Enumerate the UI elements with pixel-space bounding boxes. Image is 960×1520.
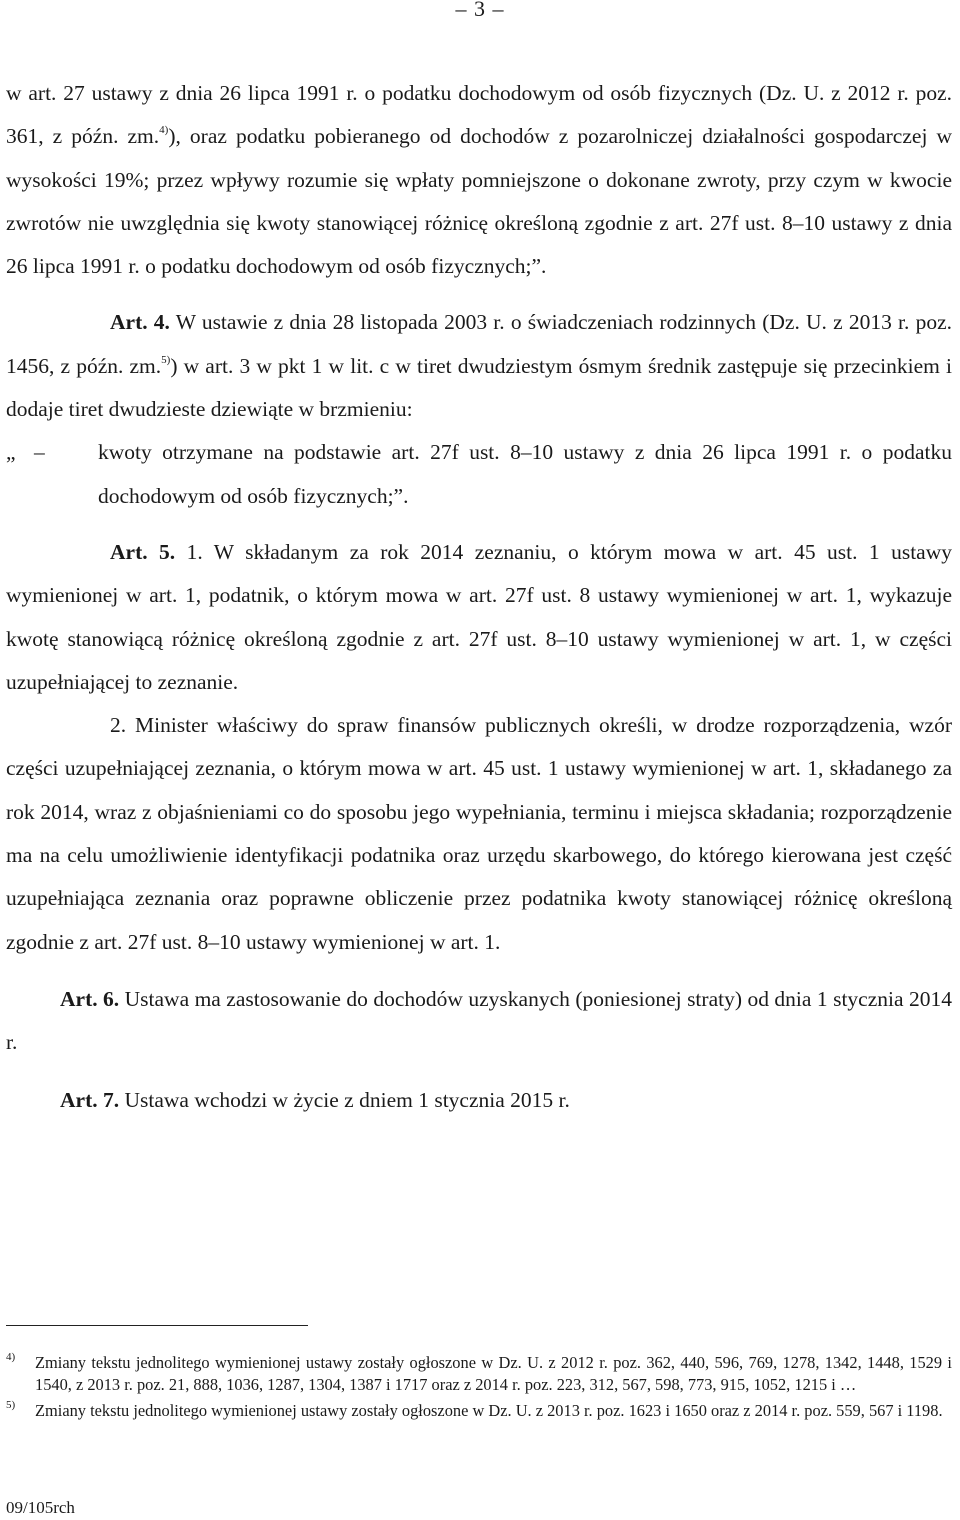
footnote-item (6, 1352, 952, 1396)
text-run: W ustawie z dnia 28 listopada 2003 r. o świadczeniach rodzinnych (Dz. U. z 2013 r. poz. 1456, z późn. zm. (6, 310, 952, 378)
article-6 (6, 978, 952, 1065)
footnote-separator (6, 1325, 308, 1326)
article-label: Art. 4. (110, 310, 170, 335)
paragraph-continuation (6, 72, 952, 288)
document-id: 09/105rch (6, 1498, 75, 1517)
text-run: 1. W składanym za rok 2014 zeznaniu, o którym mowa w art. 45 ust. 1 ustawy wymienionej w art. 1, podatnik, o którym mowa w art. 27f ust. 8 ustawy wymienionej w art. 1, wykazuje kwotę stanowiącą różnicę określoną zgodnie z art. 27f ust. 8–10 ustawy wymienionej w art. 1, w części uzupełniającej to zeznanie. (6, 539, 953, 694)
footnote-text: Zmiany tekstu jednolitego wymienionej ustawy zostały ogłoszone w Dz. U. z 2012 r. poz. 362, 440, 596, 769, 1278, 1342, 1448, 1529 i 1540, z 2013 r. poz. 21, 888, 1036, 1287, 1304, 1387 i 1717 oraz z 2014 r. poz. 223, 312, 567, 598, 773, 915, 1052, 1215 i … (35, 1353, 952, 1395)
article-label: Art. 7. (60, 1087, 120, 1112)
text-run: Ustawa ma zastosowanie do dochodów uzyskanych (poniesionej straty) od dnia 1 stycznia 2014 r. (6, 986, 952, 1055)
quoted-tiret (6, 431, 952, 518)
article-7 (6, 1079, 952, 1122)
footnote-mark: 5) (6, 1399, 16, 1412)
page-number: – 3 – (455, 0, 505, 21)
article-4 (6, 301, 952, 431)
footnote-text: Zmiany tekstu jednolitego wymienionej ustawy zostały ogłoszone w Dz. U. z 2013 r. poz. 1623 i 1650 oraz z 2014 r. poz. 559, 567 i 1198. (35, 1401, 943, 1421)
text-run: 2. Minister właściwy do spraw finansów publicznych określi, w drodze rozporządzenia, wzór części uzupełniającej zeznania, o którym mowa w art. 45 ust. 1 ustawy wymienionej w art. 1, składanego za rok 2014, wraz z objaśnieniami co do sposobu jego wypełniania, terminu i miejsca składania; rozporządzenie ma na celu umożliwienie identyfikacji podatnika oraz urzędu skarbowego, do którego kierowana jest część uzupełniająca zeznania oraz poprawne obliczenie przez podatnika kwoty stanowiącej różnicę określoną zgodnie z art. 27f ust. 8–10 ustawy wymienionej w art. 1. (6, 713, 952, 954)
footnote-ref: 4) (159, 124, 169, 137)
text-run: ), oraz podatku pobieranego od dochodów z pozarolniczej działalności gospodarczej w wysokości 19%; przez wpływy rozumie się wpłaty pomniejszone o dokonane zwroty, przy czym w kwocie zwrotów nie uwzględnia się kwoty stanowiącej różnicę określoną zgodnie z art. 27f ust. 8–10 ustawy z dnia 26 lipca 1991 r. o podatku dochodowym od osób fizycznych;”. (6, 124, 952, 279)
text-run: ) w art. 3 w pkt 1 w lit. c w tiret dwudziestym ósmym średnik zastępuje się przecinkiem i dodaje tiret dwudzieste dziewiąte w brzmieniu: (6, 353, 952, 422)
tiret-dash: – (34, 440, 45, 465)
footnote-ref: 5) (161, 353, 171, 366)
text-run: Ustawa wchodzi w życie z dniem 1 stycznia 2015 r. (119, 1087, 570, 1112)
text-run: kwoty otrzymane na podstawie art. 27f ust. 8–10 ustawy z dnia 26 lipca 1991 r. o podatku dochodowym od osób fizycznych;”. (98, 440, 952, 508)
text-run: w art. 27 ustawy z dnia 26 lipca 1991 r. o podatku dochodowym od osób fizycznych (Dz. U. z 2012 r. poz. 361, z późn. zm. (6, 81, 952, 149)
article-5 (6, 531, 952, 704)
article-label: Art. 5. (110, 539, 176, 564)
article-5-paragraph-2 (6, 704, 952, 964)
document-body (6, 72, 952, 1122)
opening-quote: „ (6, 440, 16, 465)
footnote-item (6, 1400, 952, 1422)
footnotes (6, 1352, 952, 1423)
article-label: Art. 6. (60, 986, 120, 1011)
footnote-mark: 4) (6, 1351, 16, 1363)
